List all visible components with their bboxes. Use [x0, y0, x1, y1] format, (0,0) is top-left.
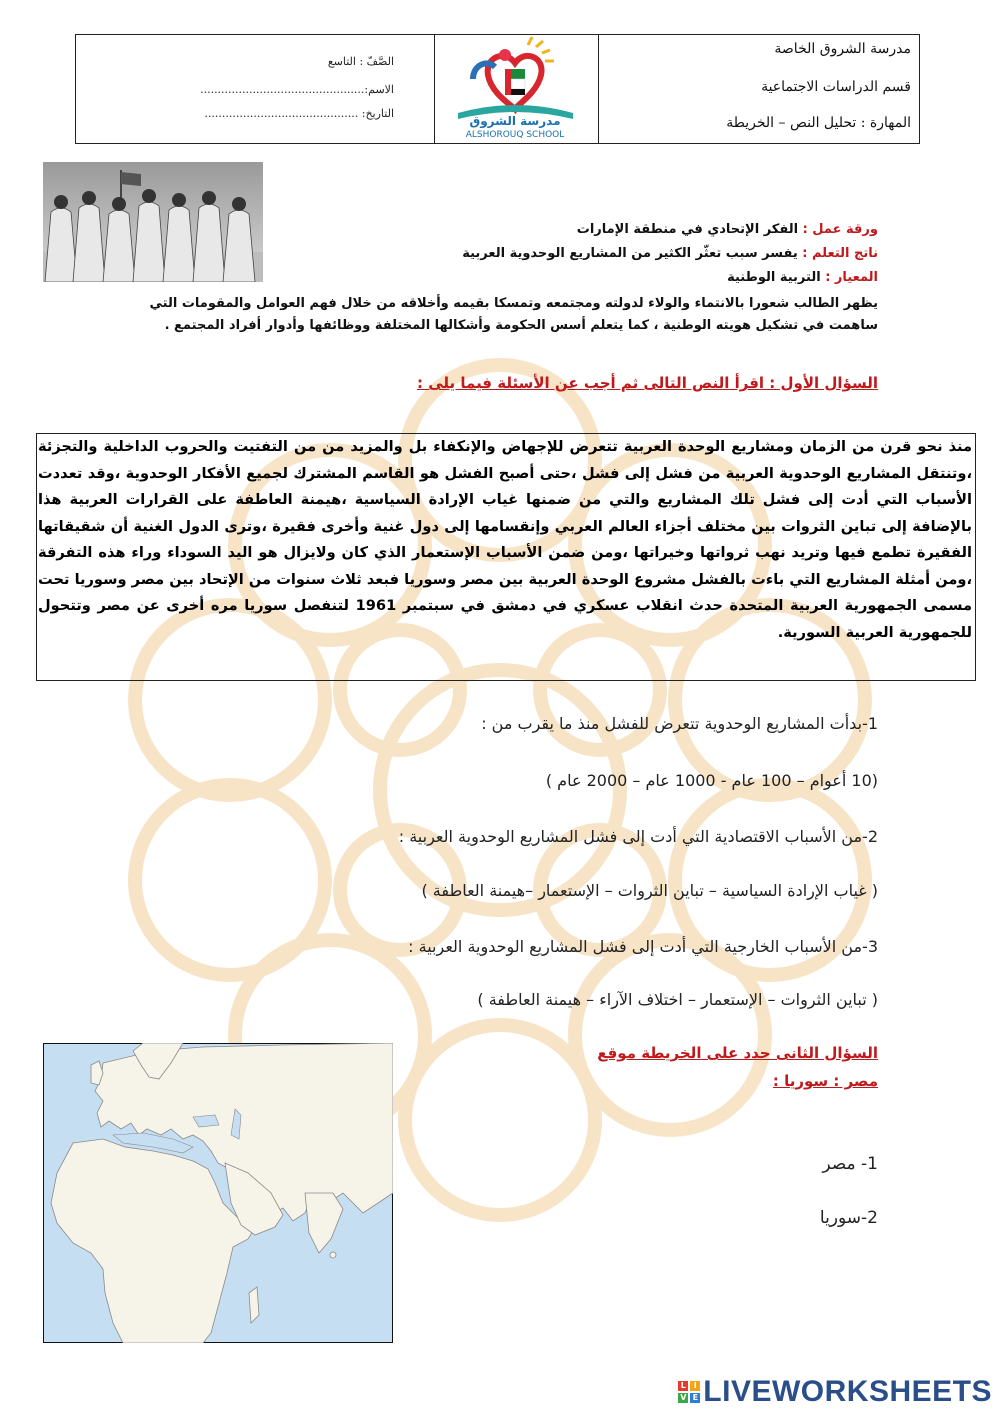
school-name: مدرسة الشروق الخاصة [774, 41, 911, 57]
liveworksheets-blocks-icon [678, 1381, 700, 1403]
student-name-field[interactable]: الاسم:............................................... [200, 83, 394, 96]
header-school-box [598, 34, 920, 144]
question2-subtitle: مصر : سوريا : [772, 1072, 878, 1090]
school-logo [433, 35, 598, 143]
grade-label: الصَّفّ : التاسع [327, 55, 394, 68]
standard [727, 270, 878, 285]
reading-passage: منذ نحو قرن من الزمان ومشاريع الوحدة العربية تتعرض للإجهاض والإنكفاء بل والمزيد من من التفتيت والحروب الداخلية والتجزئة ،وتنتقل المشاريع الوحدوية العربية من فشل إلى فشل ،حتى أصبح الفشل هو القاسم المشترك لجميع الأفكار الوحدوية ،وقد تعددت الأسباب التي أدت إلى فشل تلك المشاريع والتي من ضمنها غياب الإرادة السياسية ،هيمنة العاطفة على القرارات العربية هذا بالإضافة إلى تباين الثروات بين مختلف أجزاء العالم العربي وإنقسامها إلى دول غنية وأخرى فقيرة ،وترى الدول الغنية أن شقيقاتها الفقيرة تطمع فيها وتريد نهب ثرواتها وخيراتها ،ومن ضمن الأسباب الإستعمار الذي كان ولايزال هو اليد السوداء وراء هذه التفرقة ،ومن أمثلة المشاريع التي باءت بالفشل مشروع الوحدة العربية بين مصر وسوريا فبعد ثلاث سنوات من الإتحاد بين مصر وسوريا تحت مسمى الجمهورية العربية المتحدة حدث انقلاب عسكري في دمشق في سبتمبر 1961 لتنفصل سوريا مره أخرى عن مصر وتتحول للجمهورية العربية السورية. [38, 438, 972, 641]
place-syria: 2-سوريا [819, 1208, 878, 1228]
header-logo-box [433, 34, 598, 144]
logo-arabic-text: مدرسة الشروق [469, 114, 561, 128]
learning-outcome-label: ناتج التعلم : [802, 246, 878, 261]
block-i: I [690, 1381, 700, 1391]
date-field[interactable]: التاريخ: ............................................ [204, 107, 394, 120]
worksheet-title-label: ورقة عمل : [802, 222, 878, 237]
q1-item2-options[interactable]: ( غياب الإرادة السياسية – تباين الثروات – الإستعمار –هيمنة العاطفة ) [421, 881, 878, 900]
founders-photo [43, 162, 263, 282]
place-egypt: 1- مصر [822, 1154, 878, 1174]
liveworksheets-text: LIVEWORKSHEETS [703, 1375, 992, 1408]
region-map[interactable] [43, 1043, 393, 1343]
learning-outcome-value: يفسر سبب تعثّر الكثير من المشاريع الوحدوية العربية [462, 246, 798, 261]
q1-item1-question: 1-بدأت المشاريع الوحدوية تتعرض للفشل منذ ما يقرب من : [481, 714, 878, 733]
learning-outcome [462, 246, 878, 261]
q1-item1-options[interactable]: (10 أعوام – 100 عام - 1000 عام – 2000 عام ) [545, 771, 878, 790]
worksheet-title [577, 222, 878, 237]
block-v: V [680, 1393, 687, 1402]
department-name: قسم الدراسات الاجتماعية [761, 79, 911, 95]
skill-label: المهارة : تحليل النص – الخريطة [726, 115, 911, 131]
standard-label: المعيار : [825, 270, 878, 285]
question2-title: السؤال الثانى حدد على الخريطة موقع [597, 1044, 878, 1062]
standard-description-line2: ساهمت في تشكيل هويته الوطنية ، كما يتعلم أسس الحكومة وأشكالها المختلفة ووظائفها وأدوار أفراد المجتمع . [164, 318, 878, 333]
header-student-box [75, 34, 435, 144]
question1-title: السؤال الأول : اقرأ النص التالى ثم أجب عن الأسئلة فيما يلى : [417, 374, 878, 392]
block-e: E [690, 1393, 700, 1403]
block-l: L [678, 1381, 688, 1391]
q1-item3-question: 3-من الأسباب الخارجية التي أدت إلى فشل المشاريع الوحدوية العربية : [408, 937, 878, 956]
q1-item2-question: 2-من الأسباب الاقتصادية التي أدت إلى فشل المشاريع الوحدوية العربية : [398, 827, 878, 846]
standard-description-line1: يظهر الطالب شعورا بالانتماء والولاء لدولته ومجتمعه وتمسكا بقيمه وأخلاقه من خلال فهم العوامل والمقومات التي [149, 296, 878, 311]
standard-value: التربية الوطنية [727, 270, 821, 285]
logo-english-text: ALSHOROUQ SCHOOL [465, 130, 565, 140]
liveworksheets-logo [678, 1375, 992, 1409]
worksheet-title-value: الفكر الإتحادي في منطقة الإمارات [576, 222, 799, 237]
q1-item3-options[interactable]: ( تباين الثروات – الإستعمار – اختلاف الآراء – هيمنة العاطفة ) [477, 990, 878, 1009]
